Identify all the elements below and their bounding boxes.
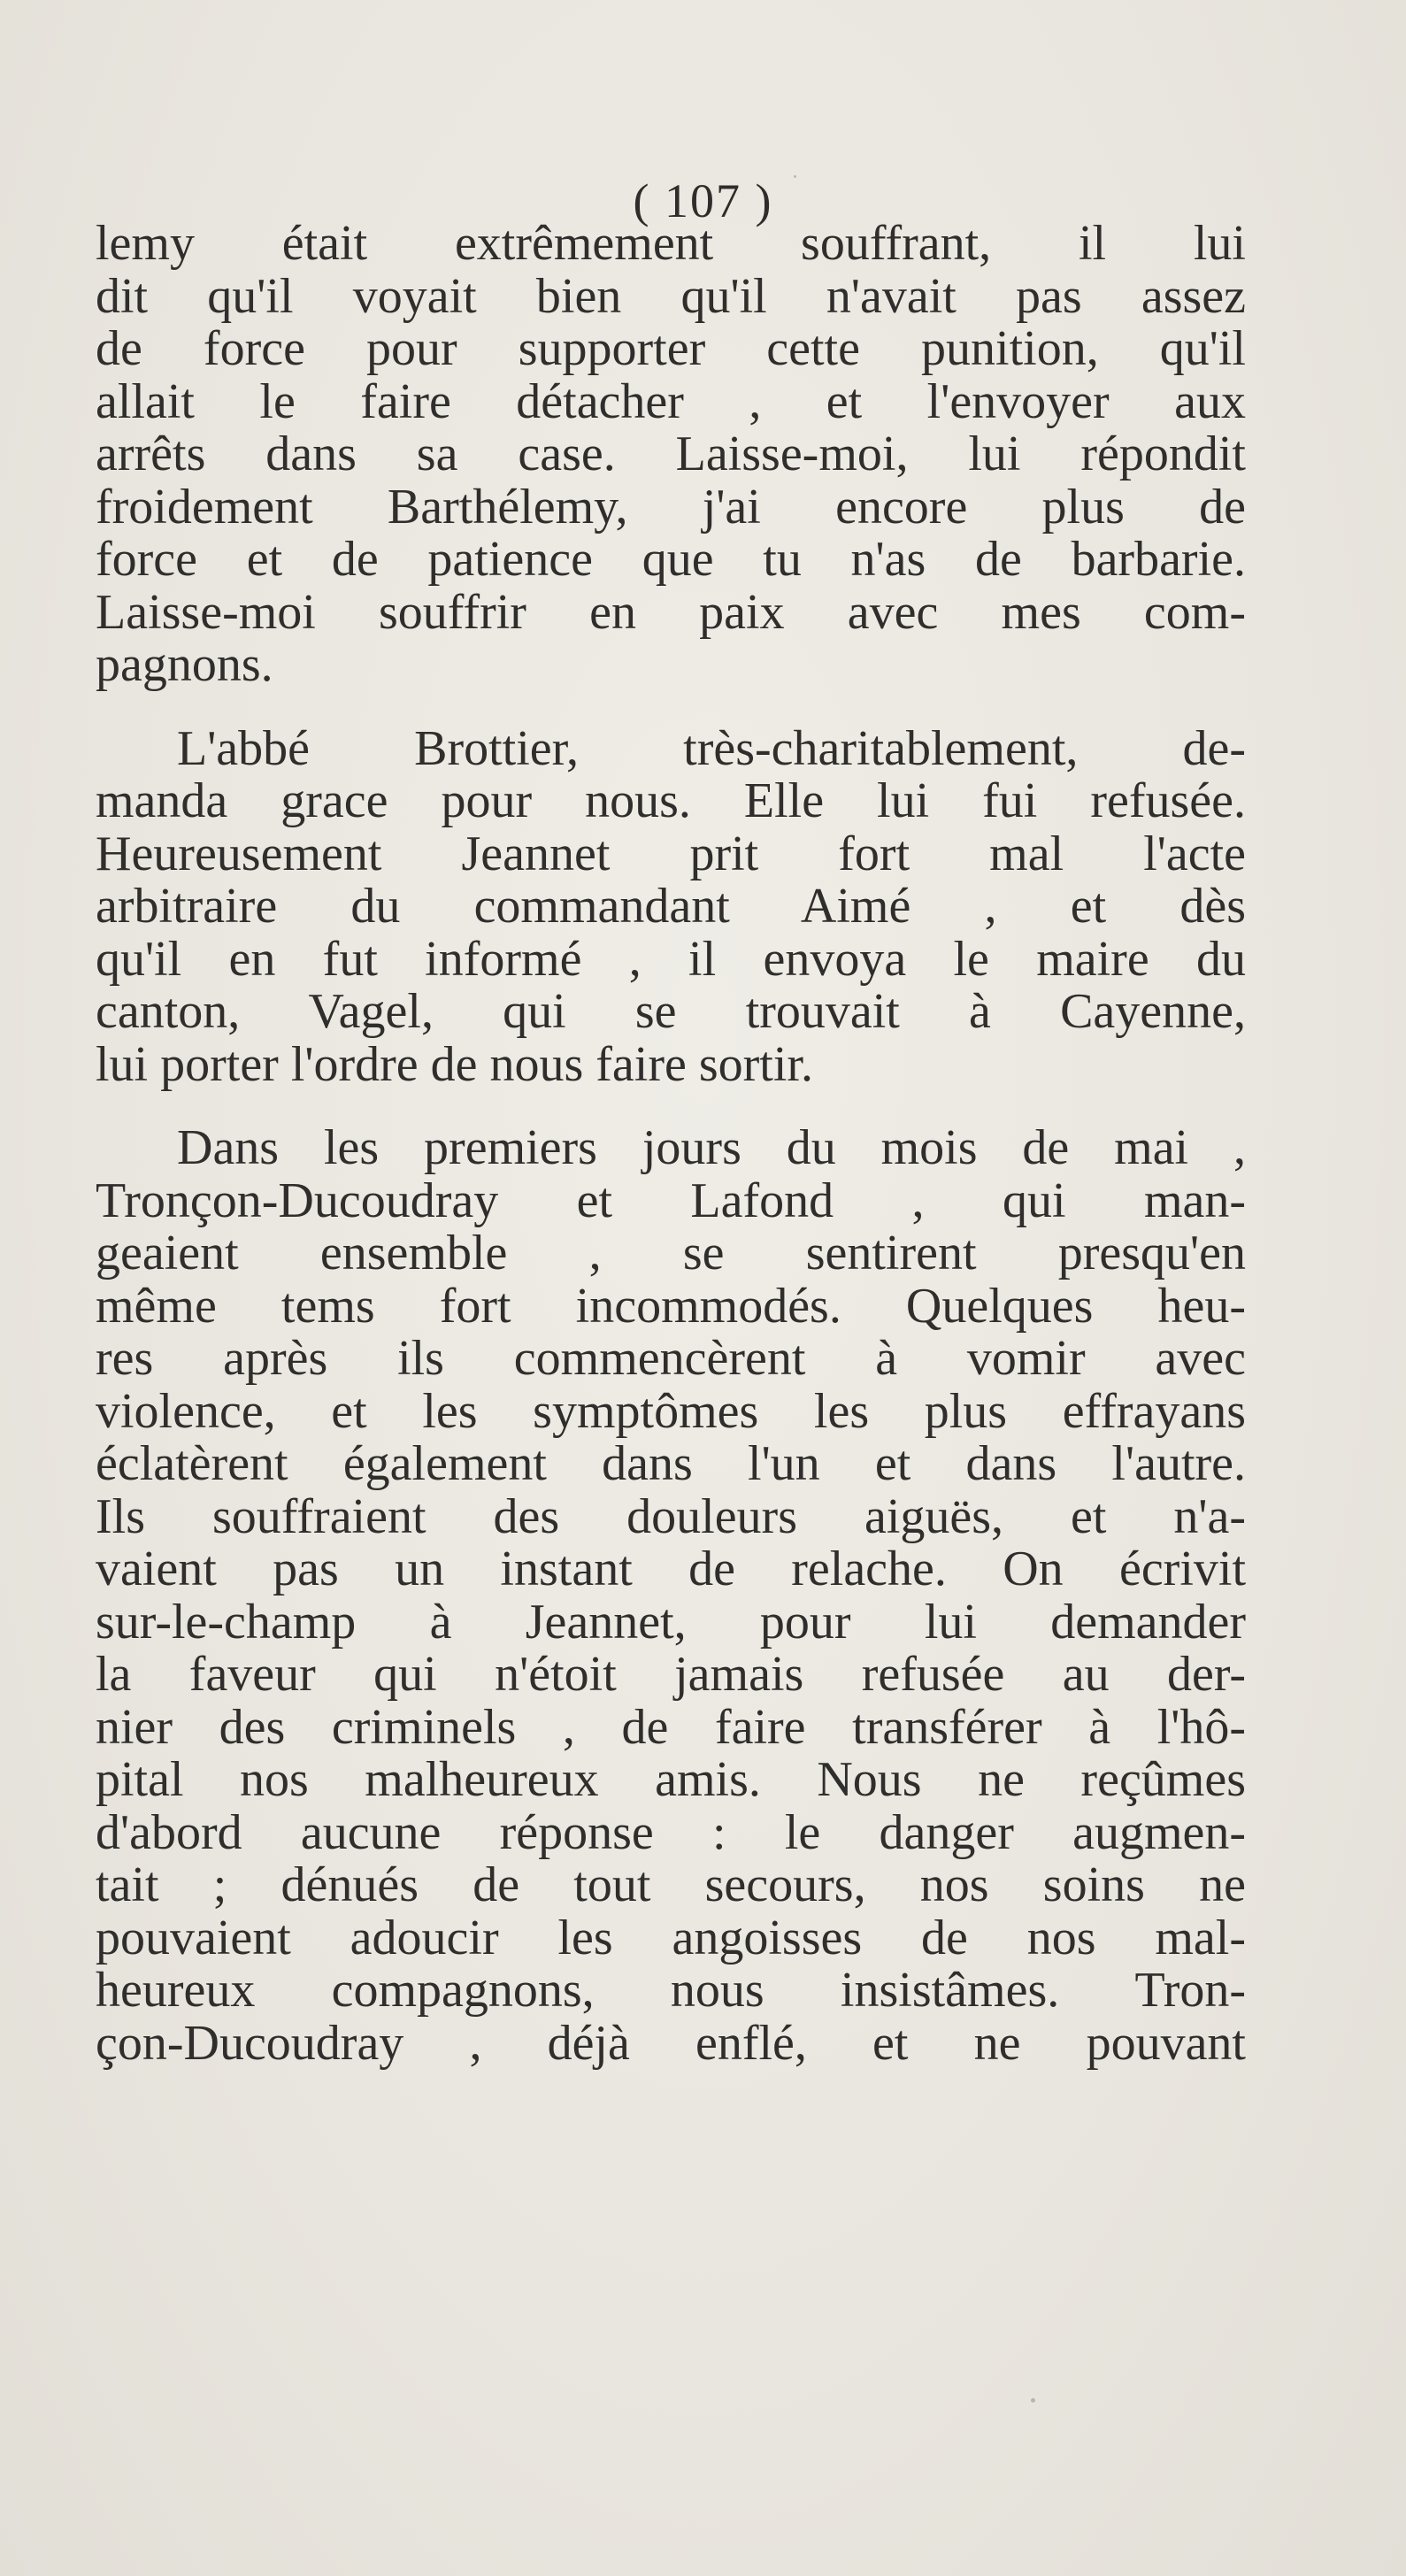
text-line: sur-le-champ à Jeannet, pour lui demander — [96, 1594, 1246, 1649]
text-line: nier des criminels , de faire transférer à l'hô- — [96, 1699, 1246, 1755]
text-line: pouvaient adoucir les angoisses de nos mal- — [96, 1910, 1246, 1965]
text-line: Laisse-moi souffrir en paix avec mes com- — [96, 584, 1246, 640]
text-line: vaient pas un instant de relache. On écrivit — [96, 1542, 1246, 1596]
text-line: la faveur qui n'étoit jamais refusée au der- — [96, 1647, 1246, 1702]
text-line: manda grace pour nous. Elle lui fui refusée. — [96, 773, 1246, 828]
text-line: froidement Barthélemy, j'ai encore plus de — [96, 479, 1246, 534]
text-line: L'abbé Brottier, très-charitablement, de- — [177, 720, 1246, 776]
text-line: Dans les premiers jours du mois de mai , — [177, 1120, 1246, 1175]
text-line: çon-Ducoudray , déjà enflé, et ne pouvant — [96, 2015, 1246, 2071]
paper-speck — [794, 175, 796, 178]
text-line: violence, et les symptômes les plus effrayans — [96, 1383, 1246, 1439]
text-line: pagnons. — [96, 637, 273, 692]
text-line: d'abord aucune réponse : le danger augmen- — [96, 1804, 1246, 1860]
body-text — [96, 218, 1246, 2070]
text-line: canton, Vagel, qui se trouvait à Cayenne, — [96, 984, 1246, 1039]
text-line: Heureusement Jeannet prit fort mal l'acte — [96, 826, 1246, 881]
paragraph — [96, 218, 1246, 692]
text-line: res après ils commencèrent à vomir avec — [96, 1331, 1246, 1386]
text-line: lui porter l'ordre de nous faire sortir. — [96, 1036, 813, 1092]
paragraph — [96, 1122, 1246, 2070]
text-line: Tronçon-Ducoudray et Lafond , qui man- — [96, 1173, 1246, 1228]
paragraph — [96, 720, 1246, 1092]
text-line: même tems fort incommodés. Quelques heu- — [96, 1278, 1246, 1334]
text-line: heureux compagnons, nous insistâmes. Tron- — [96, 1963, 1246, 2018]
text-line: arrêts dans sa case. Laisse-moi, lui répondit — [96, 427, 1246, 481]
text-line: de force pour supporter cette punition, qu'il — [96, 321, 1246, 376]
text-line: geaient ensemble , se sentirent presqu'en — [96, 1226, 1246, 1280]
text-line: force et de patience que tu n'as de barbarie. — [96, 532, 1246, 587]
text-line: dit qu'il voyait bien qu'il n'avait pas assez — [96, 268, 1246, 324]
text-line: qu'il en fut informé , il envoya le maire du — [96, 931, 1246, 987]
text-line: éclatèrent également dans l'un et dans l'autre. — [96, 1436, 1246, 1491]
page-number: ( 107 ) — [633, 174, 773, 227]
paper-speck — [1031, 2398, 1035, 2403]
text-line: arbitraire du commandant Aimé , et dès — [96, 879, 1246, 934]
text-line: lemy était extrêmement souffrant, il lui — [96, 216, 1246, 271]
text-line: Ils souffraient des douleurs aiguës, et n'a- — [96, 1488, 1246, 1544]
text-line: pital nos malheureux amis. Nous ne reçûmes — [96, 1752, 1246, 1807]
text-line: tait ; dénués de tout secours, nos soins ne — [96, 1857, 1246, 1912]
text-line: allait le faire détacher , et l'envoyer aux — [96, 373, 1246, 429]
